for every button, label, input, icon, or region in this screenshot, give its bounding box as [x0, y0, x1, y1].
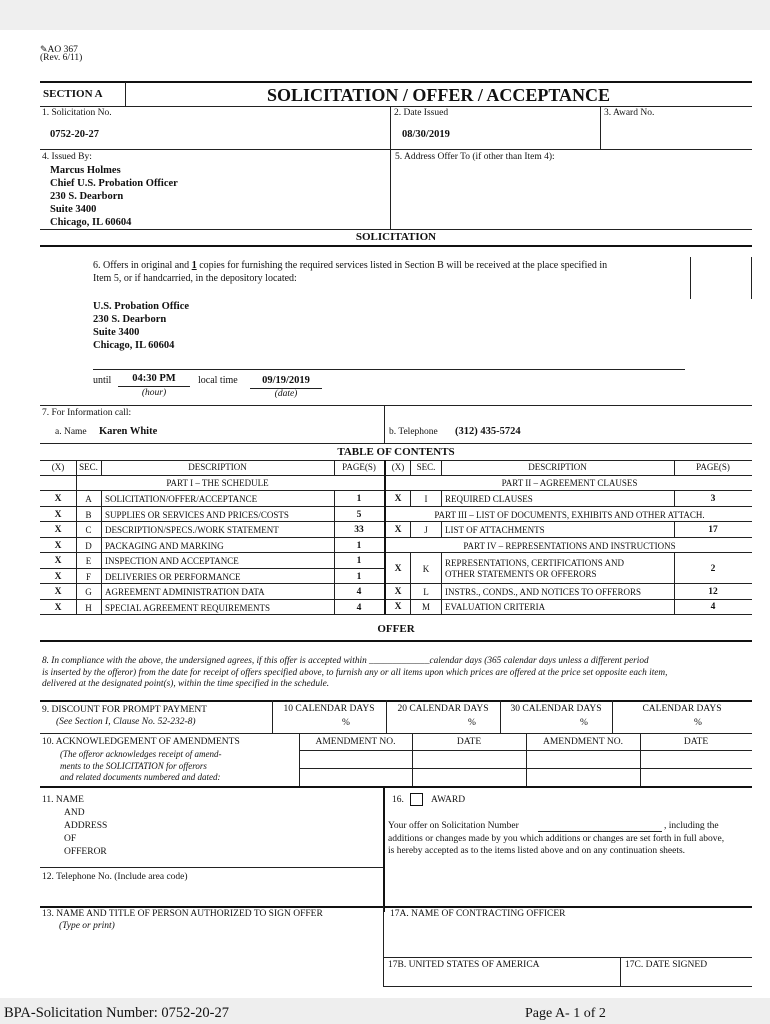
award-checkbox[interactable]	[410, 793, 423, 806]
rule	[93, 369, 685, 370]
offeror-block-label: 11. NAME AND ADDRESS OF OFFEROR	[42, 795, 108, 857]
issuer-line: Chief U.S. Probation Officer	[50, 178, 178, 189]
discount-col: CALENDAR DAYS	[642, 704, 722, 714]
rule	[390, 106, 391, 150]
rule	[383, 986, 752, 987]
toc-header-sec: SEC.	[79, 462, 98, 472]
toc-check-x: X	[54, 571, 62, 582]
toc-sec: K	[422, 564, 430, 574]
issuer-address	[50, 164, 178, 229]
section-label: SECTION A	[43, 88, 103, 100]
toc-desc: LIST OF ATTACHMENTS	[445, 525, 545, 535]
usa-label: 17B. UNITED STATES OF AMERICA	[388, 960, 540, 970]
award-text-line1-end: , including the	[664, 821, 719, 831]
rule	[299, 768, 752, 769]
until-label: until	[93, 375, 112, 386]
award-text-line1: Your offer on Solicitation Number	[388, 821, 519, 831]
rule	[40, 405, 752, 406]
toc-sec: H	[85, 602, 92, 613]
toc-desc: EVALUATION CRITERIA	[445, 602, 546, 612]
toc-check-x: X	[54, 556, 62, 566]
toc-sec: J	[424, 525, 428, 535]
local-time-label: local time	[198, 375, 238, 386]
percent-20[interactable]: %	[468, 718, 476, 728]
toc-desc: SOLICITATION/OFFER/ACCEPTANCE	[105, 494, 258, 504]
percent-30[interactable]: %	[580, 718, 588, 728]
rule	[410, 552, 411, 614]
toc-heading: TABLE OF CONTENTS	[337, 446, 455, 458]
rule	[441, 490, 442, 506]
rule	[40, 583, 384, 584]
toc-sec: M	[421, 602, 430, 612]
toc-header-desc: DESCRIPTION	[188, 462, 247, 472]
toc-pages: 1	[356, 494, 362, 504]
telephone-no-label: 12. Telephone No. (Include area code)	[42, 872, 188, 882]
amendment-no-header: AMENDMENT NO.	[542, 737, 624, 747]
rule	[410, 521, 411, 537]
rule	[40, 599, 384, 600]
toc-check-x: X	[54, 602, 62, 613]
edit-pencil-icon: ✎	[40, 44, 48, 54]
issuer-line: Suite 3400	[50, 204, 97, 215]
rule	[40, 81, 752, 83]
solicitation-no-value: 0752-20-27	[50, 129, 99, 140]
discount-sub: (See Section I, Clause No. 52-232-8)	[56, 717, 196, 727]
rule	[76, 460, 77, 614]
toc-check-x: X	[54, 509, 62, 520]
copies-count: 1	[191, 260, 197, 271]
rule	[384, 460, 386, 614]
toc-desc: OTHER STATEMENTS OR OFFERORS	[445, 569, 597, 579]
toc-pages: 3	[710, 494, 716, 504]
contracting-officer-label: 17A. NAME OF CONTRACTING OFFICER	[390, 909, 566, 919]
toc-pages: 1	[356, 571, 362, 582]
issuer-line: 230 S. Dearborn	[50, 191, 124, 202]
toc-check-x: X	[394, 564, 402, 574]
info-call-label: 7. For Information call:	[42, 408, 132, 418]
rule	[384, 599, 752, 600]
toc-pages: 2	[710, 564, 716, 574]
toc-sec: A	[85, 494, 92, 504]
toc-check-x: X	[54, 540, 62, 551]
toc-sec: C	[85, 525, 92, 535]
award-label: AWARD	[431, 795, 466, 805]
rule	[410, 460, 411, 475]
toc-header-sec: SEC.	[416, 462, 436, 472]
toc-check-x: X	[394, 525, 402, 535]
rule	[383, 906, 384, 986]
solicitation-heading: SOLICITATION	[355, 231, 437, 243]
authorized-signer-sub: (Type or print)	[59, 921, 115, 931]
issuer-line: Chicago, IL 60604	[50, 217, 132, 228]
toc-part2: PART II – AGREEMENT CLAUSES	[501, 478, 638, 488]
toc-desc: INSTRS., CONDS., AND NOTICES TO OFFERORS	[445, 587, 641, 597]
address-offer-to-label: 5. Address Offer To (if other than Item 4):	[395, 152, 555, 162]
toc-pages: 1	[356, 540, 362, 551]
rule	[441, 460, 442, 475]
offers-paragraph-line2: Item 5, or if handcarried, in the depository located:	[93, 273, 297, 284]
rule	[40, 700, 752, 702]
receipt-date: 09/19/2019	[262, 375, 310, 386]
contact-name-label: a. Name	[55, 427, 87, 437]
rule	[40, 106, 752, 107]
date-issued-value: 08/30/2019	[402, 129, 450, 140]
toc-check-x: X	[54, 587, 62, 597]
compliance-paragraph	[42, 656, 667, 691]
form-id-label: ✎AO 367	[40, 44, 78, 55]
compliance-line: 8. In compliance with the above, the undersigned agrees, if this offer is accepted within _____________calendar days (365 calendar days unless a different period	[42, 656, 649, 666]
toc-desc: SUPPLIES OR SERVICES AND PRICES/COSTS	[105, 509, 289, 520]
rule	[101, 490, 102, 614]
depot-line: U.S. Probation Office	[93, 301, 190, 312]
rule	[600, 106, 601, 150]
discount-col: 20 CALENDAR DAYS	[397, 704, 489, 714]
depot-line: 230 S. Dearborn	[93, 314, 167, 325]
rule	[620, 957, 621, 986]
compliance-line: is inserted by the offeror) from the date for receipt of offers specified above, to furnish any or all items upon which prices are offered at the price set opposite each item,	[42, 667, 668, 678]
toc-header-x: (X)	[51, 462, 65, 472]
toc-check-x: X	[394, 602, 402, 612]
rule	[690, 257, 691, 299]
toc-sec: I	[424, 494, 428, 504]
depot-line: Chicago, IL 60604	[93, 340, 175, 351]
rule	[40, 906, 752, 908]
rule	[40, 490, 752, 491]
rule	[384, 552, 752, 553]
rule	[40, 229, 752, 230]
offers-paragraph-line1: 6. Offers in original and 1 copies for furnishing the required services listed in Section B will be received at the place specified in	[93, 260, 608, 271]
discount-label: 9. DISCOUNT FOR PROMPT PAYMENT	[42, 705, 207, 715]
toc-desc: REPRESENTATIONS, CERTIFICATIONS AND	[445, 558, 625, 568]
rule	[674, 552, 675, 614]
rule	[384, 405, 385, 443]
rule	[410, 490, 411, 506]
solicitation-number-blank[interactable]	[538, 831, 662, 832]
rule	[40, 149, 752, 150]
rule	[40, 786, 752, 788]
rule	[101, 460, 102, 475]
toc-sec: B	[85, 509, 92, 520]
rule	[751, 257, 752, 299]
award-text-line3: is hereby accepted as to the items listed above and on any continuation sheets.	[388, 846, 686, 856]
rule	[40, 552, 384, 553]
toc-part1: PART I – THE SCHEDULE	[166, 478, 269, 488]
toc-pages: 4	[710, 602, 716, 612]
contact-name-value: Karen White	[99, 426, 158, 437]
rule	[40, 245, 752, 247]
rule	[40, 733, 752, 734]
rule	[390, 149, 391, 229]
rule	[441, 552, 442, 614]
amendment-date-header: DATE	[456, 737, 482, 747]
depot-line: Suite 3400	[93, 327, 140, 338]
date-caption: (date)	[274, 389, 298, 399]
footer-page-number: Page A- 1 of 2	[525, 1006, 606, 1021]
toc-desc: DELIVERIES OR PERFORMANCE	[105, 571, 241, 582]
amendments-label: 10. ACKNOWLEDGEMENT OF AMENDMENTS	[42, 737, 240, 747]
top-margin-band	[0, 0, 770, 30]
rule	[299, 750, 752, 751]
telephone-label: b. Telephone	[389, 427, 438, 437]
award-no-label: 3. Award No.	[604, 108, 655, 118]
toc-desc: SPECIAL AGREEMENT REQUIREMENTS	[105, 602, 271, 613]
rule	[118, 386, 190, 387]
toc-pages: 4	[356, 602, 362, 613]
depository-address	[93, 300, 189, 352]
percent-other[interactable]: %	[694, 718, 702, 728]
footer-solicitation-number: BPA-Solicitation Number: 0752-20-27	[4, 1005, 230, 1021]
discount-col: 10 CALENDAR DAYS	[283, 704, 375, 714]
toc-check-x: X	[54, 525, 62, 535]
rule	[40, 537, 384, 538]
toc-pages: 1	[356, 556, 362, 566]
rule	[674, 460, 675, 475]
toc-check-x: X	[54, 494, 62, 504]
percent-10[interactable]: %	[342, 718, 350, 728]
toc-desc: DESCRIPTION/SPECS./WORK STATEMENT	[105, 525, 279, 535]
rule	[384, 521, 752, 522]
solicitation-no-label: 1. Solicitation No.	[42, 108, 112, 118]
offer-heading: OFFER	[377, 623, 415, 635]
rule	[384, 537, 752, 538]
amendment-date-header: DATE	[683, 737, 709, 747]
rule	[383, 957, 752, 958]
issued-by-label: 4. Issued By:	[42, 152, 92, 162]
toc-part4: PART IV – REPRESENTATIONS AND INSTRUCTIONS	[463, 541, 676, 551]
issuer-line: Marcus Holmes	[50, 165, 121, 176]
rule	[40, 640, 752, 642]
rule	[384, 506, 752, 507]
toc-header-pages: PAGE(S)	[696, 462, 730, 472]
date-issued-label: 2. Date Issued	[394, 108, 449, 118]
toc-sec: L	[423, 587, 429, 597]
rule	[334, 490, 335, 614]
discount-col: 30 CALENDAR DAYS	[510, 704, 602, 714]
award-text-line2: additions or changes made by you which additions or changes are set forth in full above,	[388, 834, 725, 844]
toc-check-x: X	[394, 494, 402, 504]
award-item-number: 16.	[392, 795, 404, 805]
toc-pages: 17	[708, 525, 718, 535]
rule	[384, 583, 752, 584]
toc-desc: AGREEMENT ADMINISTRATION DATA	[105, 587, 265, 597]
date-signed-label: 17C. DATE SIGNED	[625, 960, 708, 970]
toc-desc: INSPECTION AND ACCEPTANCE	[105, 556, 239, 566]
toc-part3: PART III – LIST OF DOCUMENTS, EXHIBITS AND OTHER ATTACH.	[434, 510, 705, 520]
toc-header-pages: PAGE(S)	[342, 462, 376, 472]
amendment-no-header: AMENDMENT NO.	[315, 737, 396, 747]
form-title: SOLICITATION / OFFER / ACCEPTANCE	[266, 85, 611, 105]
rule	[40, 460, 752, 461]
toc-header-desc: DESCRIPTION	[528, 462, 587, 472]
toc-header-x: (X)	[391, 462, 405, 472]
form-revision: (Rev. 6/11)	[40, 53, 83, 63]
telephone-value: (312) 435-5724	[455, 426, 521, 437]
rule	[674, 521, 675, 537]
toc-pages: 5	[356, 509, 362, 520]
toc-desc: PACKAGING AND MARKING	[105, 540, 224, 551]
toc-sec: E	[85, 556, 92, 566]
rule	[40, 506, 384, 507]
authorized-signer-label: 13. NAME AND TITLE OF PERSON AUTHORIZED TO SIGN OFFER	[42, 909, 323, 919]
rule	[40, 614, 752, 615]
compliance-line: delivered at the designated point(s), within the time specified in the schedule.	[42, 679, 330, 690]
rule	[441, 521, 442, 537]
rule	[383, 786, 385, 912]
rule	[334, 460, 335, 475]
toc-pages: 12	[708, 587, 718, 597]
rule	[40, 521, 384, 522]
toc-pages: 33	[354, 525, 364, 535]
rule	[674, 490, 675, 506]
toc-pages: 4	[356, 587, 362, 597]
rule	[40, 867, 383, 868]
toc-sec: G	[85, 587, 92, 597]
toc-desc: REQUIRED CLAUSES	[445, 494, 533, 504]
amendments-sub: (The offeror acknowledges receipt of amend- ments to the SOLICITATION for offerors and related documents numbered and dated:	[60, 749, 222, 782]
rule	[40, 443, 752, 444]
toc-sec: F	[85, 571, 91, 582]
hour-caption: (hour)	[141, 388, 167, 398]
toc-sec: D	[85, 540, 92, 551]
receipt-hour: 04:30 PM	[132, 373, 176, 384]
rule	[40, 568, 384, 569]
toc-check-x: X	[394, 587, 402, 597]
rule	[40, 475, 752, 476]
